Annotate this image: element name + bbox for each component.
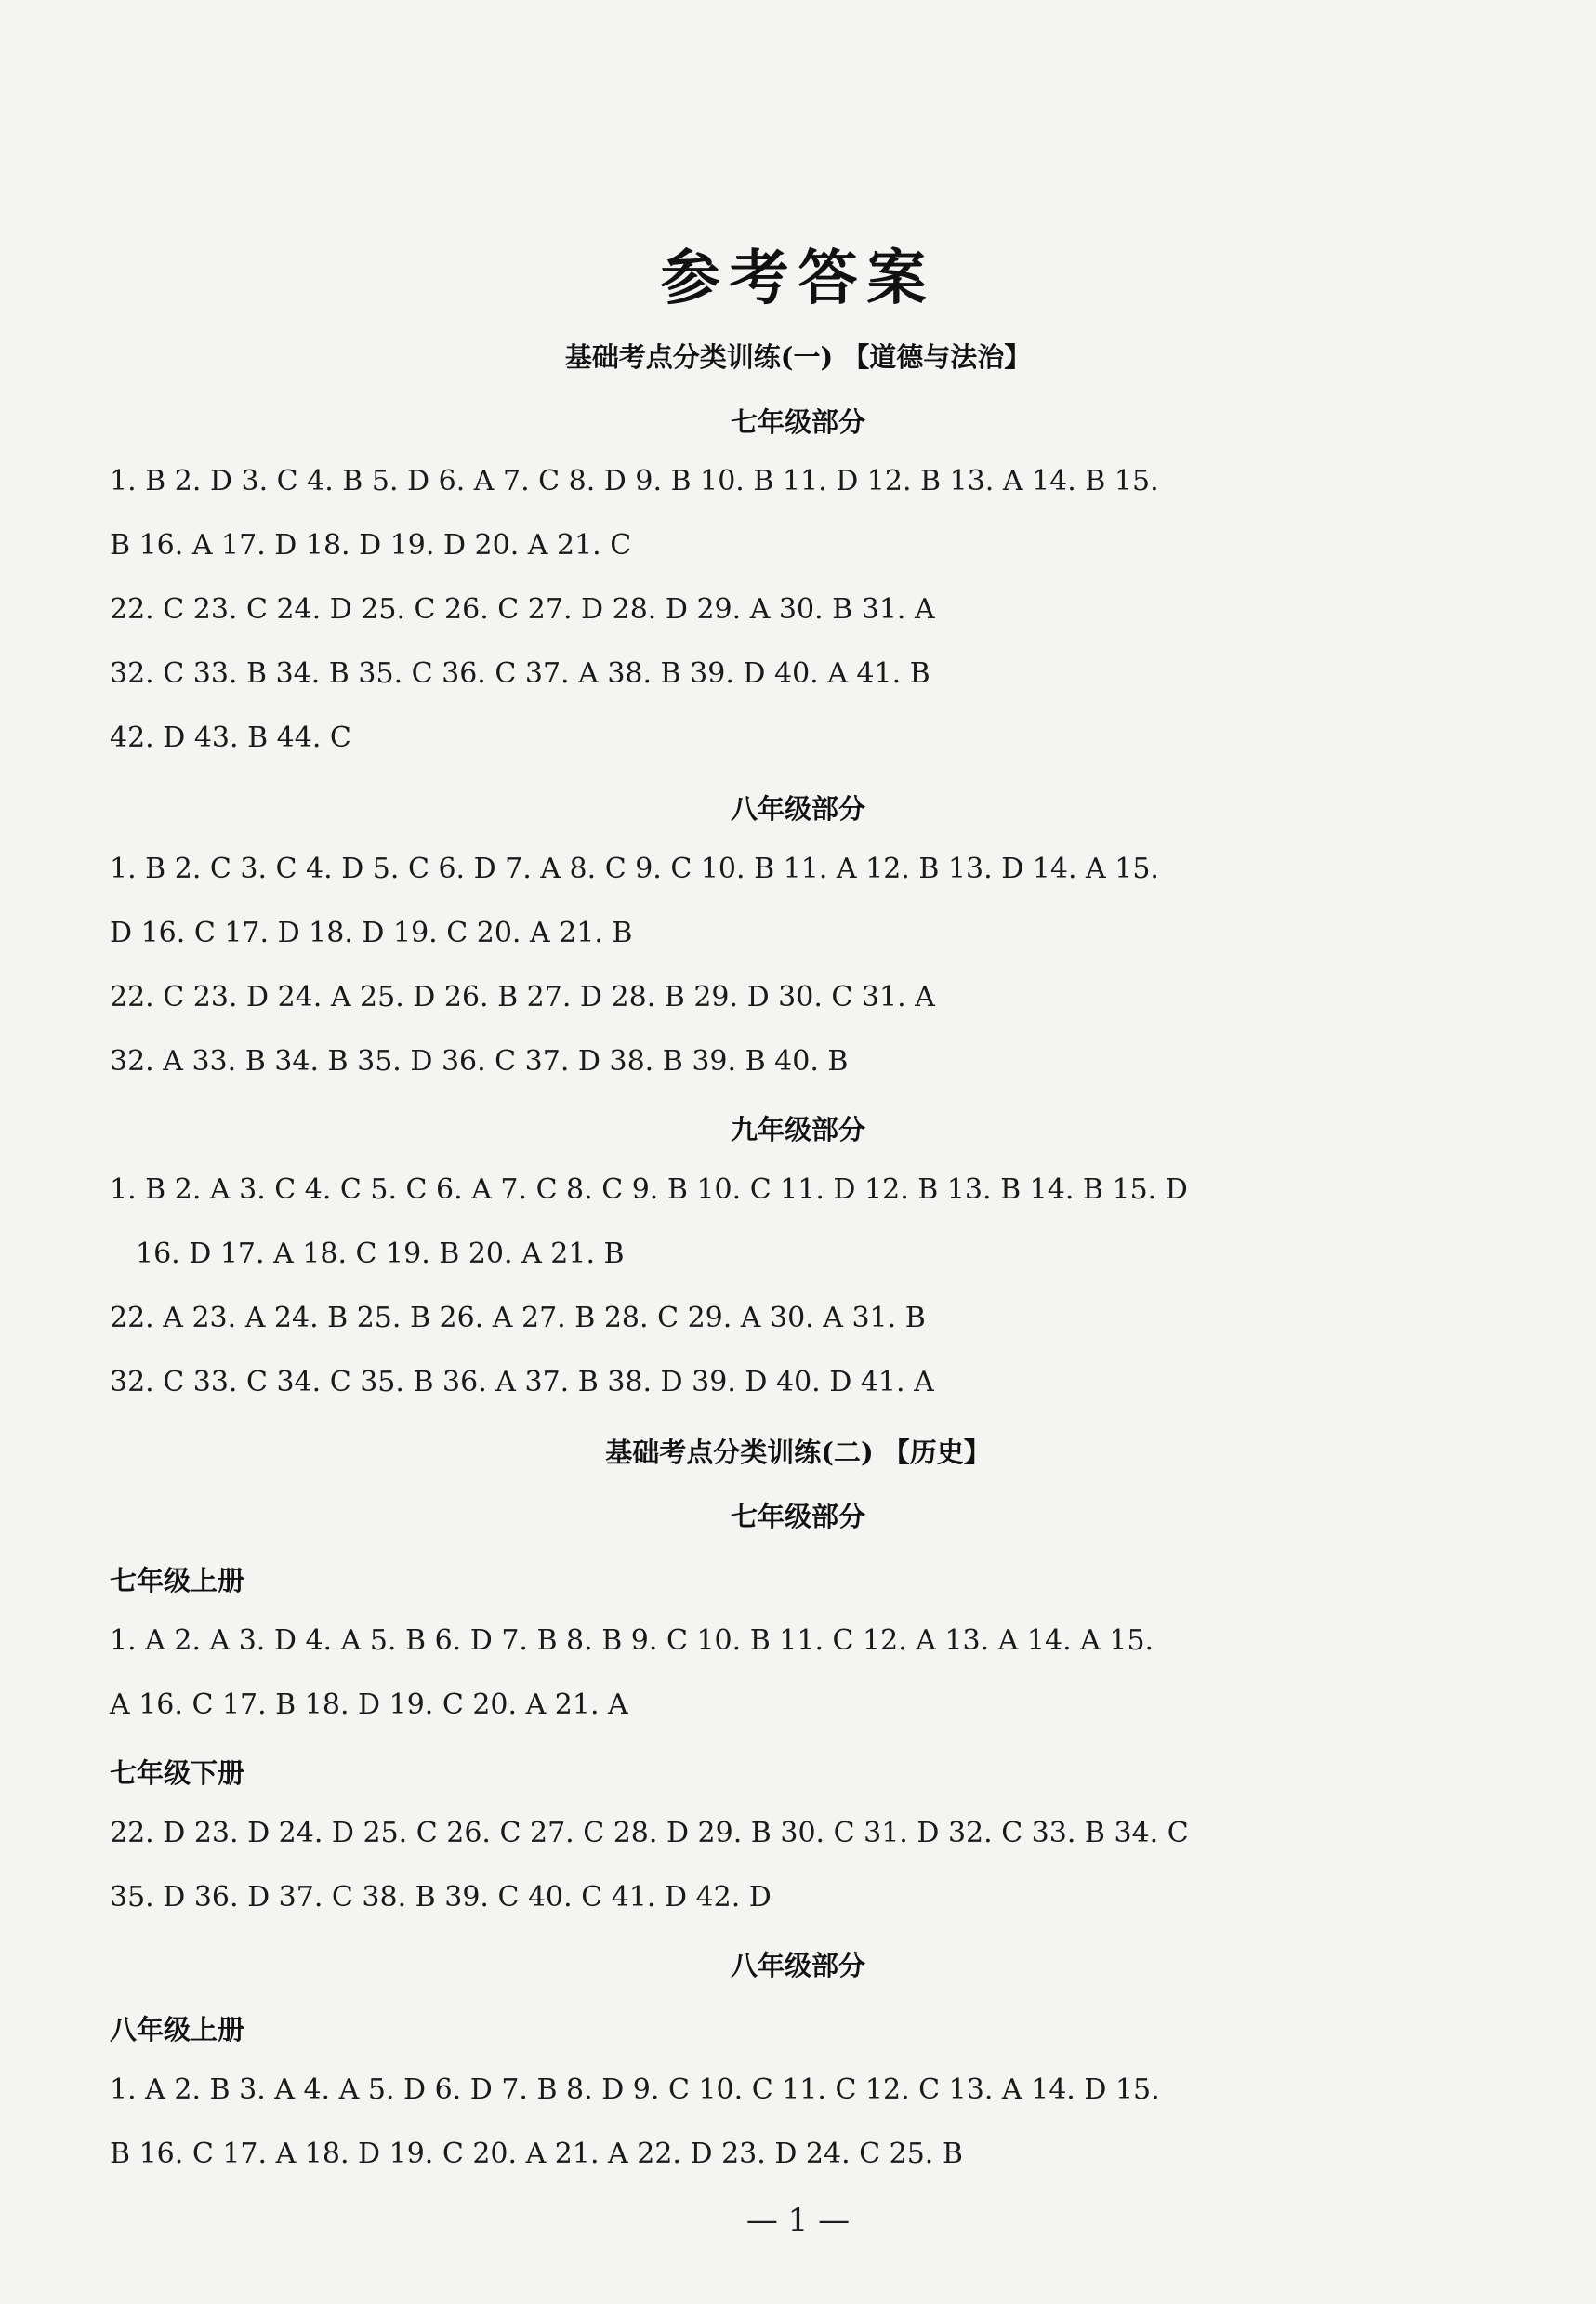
answer-line: 1. A 2. B 3. A 4. A 5. D 6. D 7. B 8. D 9. C 10. C 11. C 12. C 13. A 14. D 15. [110, 2073, 1160, 2106]
answer-line: 42. D 43. B 44. C [110, 722, 351, 754]
grade-label-8: 八年级部分 [730, 793, 865, 825]
book-label: 七年级下册 [110, 1757, 245, 1789]
grade-label-7: 七年级部分 [730, 406, 865, 438]
answer-line: B 16. C 17. A 18. D 19. C 20. A 21. A 22. D 23. D 24. C 25. B [110, 2138, 963, 2170]
answer-line: 32. C 33. B 34. B 35. C 36. C 37. A 38. B 39. D 40. A 41. B [110, 657, 930, 690]
answer-line: 1. B 2. C 3. C 4. D 5. C 6. D 7. A 8. C 9. C 10. B 11. A 12. B 13. D 14. A 15. [110, 853, 1159, 885]
answer-line: 32. C 33. C 34. C 35. B 36. A 37. B 38. D 39. D 40. D 41. A [110, 1366, 934, 1398]
answer-line: 1. A 2. A 3. D 4. A 5. B 6. D 7. B 8. B 9. C 10. B 11. C 12. A 13. A 14. A 15. [110, 1624, 1154, 1657]
section-heading-2: 基础考点分类训练(二) 【历史】 [605, 1437, 991, 1468]
answer-line: A 16. C 17. B 18. D 19. C 20. A 21. A [110, 1688, 628, 1721]
answer-line: 32. A 33. B 34. B 35. D 36. C 37. D 38. B 39. B 40. B [110, 1045, 849, 1078]
answer-line: D 16. C 17. D 18. D 19. C 20. A 21. B [110, 917, 633, 949]
answer-line: 22. D 23. D 24. D 25. C 26. C 27. C 28. D 29. B 30. C 31. D 32. C 33. B 34. C [110, 1817, 1189, 1849]
answer-line: 35. D 36. D 37. C 38. B 39. C 40. C 41. D 42. D [110, 1881, 772, 1913]
answer-line: 1. B 2. A 3. C 4. C 5. C 6. A 7. C 8. C 9. B 10. C 11. D 12. B 13. B 14. B 15. D [110, 1173, 1188, 1206]
grade-label-8: 八年级部分 [730, 1950, 865, 1981]
book-label: 八年级上册 [110, 2014, 245, 2046]
answer-line: 1. B 2. D 3. C 4. B 5. D 6. A 7. C 8. D 9. B 10. B 11. D 12. B 13. A 14. B 15. [110, 465, 1159, 497]
answer-line: 22. A 23. A 24. B 25. B 26. A 27. B 28. C 29. A 30. A 31. B [110, 1302, 926, 1334]
answer-line: 22. C 23. D 24. A 25. D 26. B 27. D 28. B 29. D 30. C 31. A [110, 981, 935, 1013]
answer-line: 16. D 17. A 18. C 19. B 20. A 21. B [136, 1238, 625, 1270]
book-label: 七年级上册 [110, 1565, 245, 1596]
page-title: 参考答案 [660, 244, 936, 313]
grade-label-9: 九年级部分 [730, 1114, 865, 1145]
section-heading-1: 基础考点分类训练(一) 【道德与法治】 [564, 341, 1032, 373]
answer-line: B 16. A 17. D 18. D 19. D 20. A 21. C [110, 529, 632, 562]
page-number: — 1 — [745, 2202, 851, 2239]
answer-line: 22. C 23. C 24. D 25. C 26. C 27. D 28. D 29. A 30. B 31. A [110, 593, 935, 626]
grade-label-7: 七年级部分 [730, 1501, 865, 1532]
